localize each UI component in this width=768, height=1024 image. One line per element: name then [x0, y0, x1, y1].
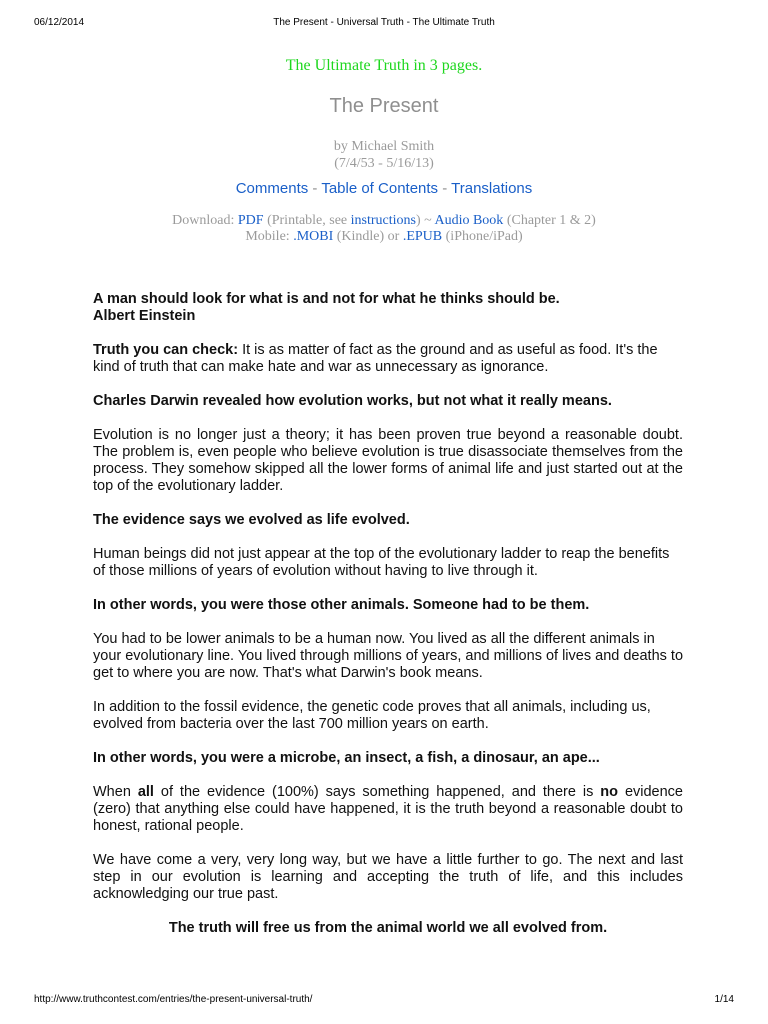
closing-statement: The truth will free us from the animal world we all evolved from.: [168, 920, 608, 936]
evidence-heading: The evidence says we evolved as life evolved.: [93, 512, 410, 528]
print-url: http://www.truthcontest.com/entries/the-present-universal-truth/: [34, 994, 313, 1005]
truth-text: It is as matter of fact as the ground and as useful as food. It's the kind of truth that can make hate and war as unnecessary as ignorance.: [93, 342, 658, 375]
evidence-text: When: [93, 784, 138, 800]
print-date: 06/12/2014: [34, 17, 85, 28]
truth-label: Truth you can check:: [93, 342, 239, 358]
nav-separator: -: [438, 180, 452, 197]
print-footer: [34, 994, 734, 1008]
download-line: [0, 213, 768, 229]
fossil-paragraph: In addition to the fossil evidence, the genetic code proves that all animals, including us, evolved from bacteria over the last 700 million years on earth.: [93, 699, 651, 732]
microbe-heading: In other words, you were a microbe, an insect, a fish, a dinosaur, an ape...: [93, 750, 600, 766]
article-body: [93, 291, 683, 954]
mobi-link[interactable]: .MOBI: [293, 229, 334, 244]
darwin-heading: Charles Darwin revealed how evolution works, but not what it really means.: [93, 393, 612, 409]
instructions-link[interactable]: instructions: [350, 213, 416, 228]
lower-animals-paragraph: You had to be lower animals to be a human now. You lived as all the different animals in your evolutionary line. You lived through millions of years, and millions of lives and deaths to get to where you are now. That's what Darwin's book means.: [93, 631, 684, 681]
truth-paragraph: [93, 342, 683, 376]
page-title: The Present: [329, 95, 439, 117]
translations-link[interactable]: Translations: [451, 180, 533, 197]
author-name: by Michael Smith: [333, 139, 435, 154]
print-page-title: The Present - Universal Truth - The Ultimate Truth: [273, 17, 495, 28]
evidence-paragraph: [93, 784, 683, 835]
download-label: Download:: [172, 213, 238, 228]
comments-link[interactable]: Comments: [235, 180, 309, 197]
audio-note: (Chapter 1 & 2): [503, 213, 596, 228]
epub-link[interactable]: .EPUB: [402, 229, 443, 244]
evidence-text: evidence (zero) that anything else could have happened, it is the truth beyond a reasonable doubt to honest, rational people.: [93, 784, 683, 834]
pdf-note-close: ) ~: [416, 213, 435, 228]
pdf-link[interactable]: PDF: [237, 213, 264, 228]
human-paragraph: Human beings did not just appear at the top of the evolutionary ladder to reap the benefits of those millions of years of evolution without having to live through it.: [93, 546, 670, 579]
einstein-quote: [93, 291, 683, 325]
mobi-note: (Kindle) or: [333, 229, 403, 244]
audio-book-link[interactable]: Audio Book: [434, 213, 504, 228]
byline: [0, 138, 768, 172]
print-header: [34, 17, 734, 31]
mobile-line: [0, 229, 768, 245]
epub-note: (iPhone/iPad): [442, 229, 523, 244]
page-number: 1/14: [714, 994, 734, 1005]
downloads: [0, 213, 768, 245]
evidence-text: of the evidence (100%) says something happened, and there is: [153, 784, 601, 800]
emphasis-all: all: [137, 784, 154, 800]
pdf-note: (Printable, see: [263, 213, 351, 228]
mobile-label: Mobile:: [245, 229, 294, 244]
evolution-paragraph: Evolution is no longer just a theory; it has been proven true beyond a reasonable doubt. The problem is, even people who believe evolution is true disassociate themselves from the process. They somehow skipped all the lower forms of animal life and just started out at the top of the evolutionary ladder.: [93, 427, 683, 494]
emphasis-no: no: [600, 784, 618, 800]
author-dates: (7/4/53 - 5/16/13): [334, 156, 434, 171]
table-of-contents-link[interactable]: Table of Contents: [321, 180, 439, 197]
long-way-paragraph: We have come a very, very long way, but we have a little further to go. The next and last step in our evolution is learning and accepting the truth of life, and this includes acknowledging our true past.: [93, 852, 683, 902]
quote-author: Albert Einstein: [93, 308, 196, 324]
tagline: The Ultimate Truth in 3 pages.: [285, 57, 483, 74]
quote-text: A man should look for what is and not for what he thinks should be.: [93, 291, 560, 307]
nav-separator: -: [308, 180, 322, 197]
other-animals-heading: In other words, you were those other animals. Someone had to be them.: [93, 597, 590, 613]
nav-links: [0, 180, 768, 197]
